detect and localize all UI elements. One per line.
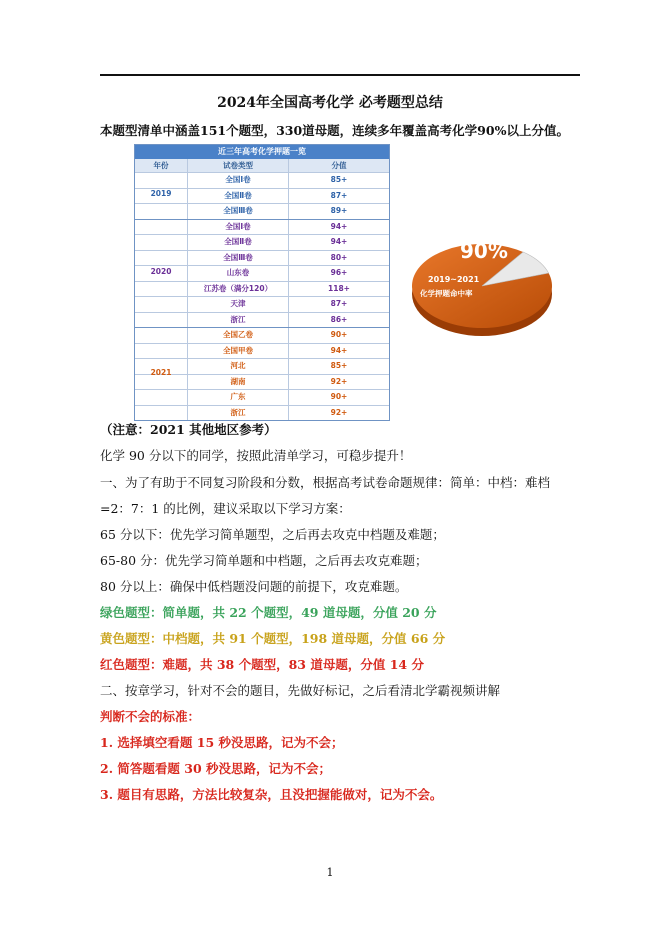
top-rule bbox=[100, 74, 580, 76]
paper-cell: 全国Ⅰ卷 bbox=[187, 220, 288, 235]
note-text: （注意：2021 其他地区参考） bbox=[100, 422, 277, 437]
year-cell-spacer bbox=[135, 390, 187, 405]
line-1: 化学 90 分以下的同学，按照此清单学习，可稳步提升！ bbox=[100, 448, 412, 463]
yellow-line: 黄色题型：中档题，共 91 个题型，198 道母题，分值 66 分 bbox=[100, 631, 446, 646]
score-cell: 118+ bbox=[288, 282, 389, 297]
year-cell: 2020 bbox=[150, 266, 172, 276]
paper-cell: 全国乙卷 bbox=[187, 328, 288, 343]
score-cell: 85+ bbox=[288, 359, 389, 374]
year-cell-spacer bbox=[135, 406, 187, 421]
red-line: 红色题型：难题，共 38 个题型，83 道母题，分值 14 分 bbox=[100, 657, 424, 672]
criteria-item: 3. 题目有思路，方法比较复杂，且没把握能做对，记为不会。 bbox=[100, 787, 443, 802]
paper-cell: 河北 bbox=[187, 359, 288, 374]
score-cell: 90+ bbox=[288, 328, 389, 343]
score-cell: 92+ bbox=[288, 406, 389, 421]
line-2b: =2：7：1 的比例，建议采取以下学习方案： bbox=[100, 501, 351, 516]
score-cell: 80+ bbox=[288, 251, 389, 266]
pie-caption: 化学押题命中率 bbox=[420, 289, 473, 298]
paper-cell: 全国Ⅱ卷 bbox=[187, 189, 288, 204]
score-cell: 94+ bbox=[288, 344, 389, 359]
score-cell: 89+ bbox=[288, 204, 389, 219]
pie-percent: 90% bbox=[460, 239, 508, 263]
paper-cell: 天津 bbox=[187, 297, 288, 312]
plan-1: 65 分以下：优先学习简单题型，之后再去攻克中档题及难题； bbox=[100, 527, 445, 542]
hit-rate-pie-chart bbox=[408, 224, 562, 344]
criteria-title: 判断不会的标准： bbox=[100, 709, 201, 724]
year-cell-spacer bbox=[135, 375, 187, 390]
paper-cell: 浙江 bbox=[187, 406, 288, 421]
paper-cell: 全国甲卷 bbox=[187, 344, 288, 359]
plan-3: 80 分以上：确保中低档题没问题的前提下，攻克难题。 bbox=[100, 579, 408, 594]
paper-cell: 广东 bbox=[187, 390, 288, 405]
green-line: 绿色题型：简单题，共 22 个题型，49 道母题，分值 20 分 bbox=[100, 605, 437, 620]
table-row bbox=[135, 389, 389, 405]
score-cell: 90+ bbox=[288, 390, 389, 405]
year-cell-spacer bbox=[135, 173, 187, 188]
table-row bbox=[135, 343, 389, 359]
paper-cell: 全国Ⅲ卷 bbox=[187, 204, 288, 219]
year-cell-spacer bbox=[135, 328, 187, 343]
score-cell: 85+ bbox=[288, 173, 389, 188]
paper-cell: 浙江 bbox=[187, 313, 288, 328]
year-cell-spacer bbox=[135, 282, 187, 297]
criteria-item: 2. 简答题看题 30 秒没思路，记为不会； bbox=[100, 761, 332, 776]
table-row bbox=[135, 250, 389, 266]
paper-cell: 山东卷 bbox=[187, 266, 288, 281]
intro-text: 本题型清单中涵盖151个题型，330道母题，连续多年覆盖高考化学90%以上分值。 bbox=[100, 123, 569, 138]
section-2: 二、按章学习，针对不会的题目，先做好标记，之后看清北学霸视频讲解 bbox=[100, 683, 501, 698]
table-row bbox=[135, 234, 389, 250]
paper-cell: 全国Ⅰ卷 bbox=[187, 173, 288, 188]
paper-cell: 江苏卷（满分120） bbox=[187, 282, 288, 297]
year-cell: 2019 bbox=[150, 189, 172, 199]
page-number: 1 bbox=[326, 866, 334, 879]
table-row bbox=[135, 312, 389, 328]
table-row bbox=[135, 327, 389, 343]
table-row bbox=[135, 405, 389, 421]
year-cell-spacer bbox=[135, 344, 187, 359]
pie-years: 2019~2021 bbox=[428, 275, 480, 284]
col-paper: 试卷类型 bbox=[187, 159, 288, 172]
year-cell-spacer bbox=[135, 204, 187, 219]
year-cell-spacer bbox=[135, 313, 187, 328]
score-cell: 87+ bbox=[288, 189, 389, 204]
table-row bbox=[135, 172, 389, 188]
table-column-headers bbox=[135, 159, 389, 172]
year-cell-spacer bbox=[135, 251, 187, 266]
score-cell: 92+ bbox=[288, 375, 389, 390]
paper-cell: 全国Ⅲ卷 bbox=[187, 251, 288, 266]
table-row bbox=[135, 203, 389, 219]
score-cell: 96+ bbox=[288, 266, 389, 281]
table-row bbox=[135, 296, 389, 312]
table-header: 近三年高考化学押题一览 bbox=[135, 145, 389, 159]
score-cell: 94+ bbox=[288, 220, 389, 235]
score-cell: 86+ bbox=[288, 313, 389, 328]
score-table bbox=[134, 144, 390, 421]
year-cell: 2021 bbox=[150, 367, 172, 377]
table-row bbox=[135, 219, 389, 235]
year-cell-spacer bbox=[135, 297, 187, 312]
score-cell: 94+ bbox=[288, 235, 389, 250]
table-body bbox=[135, 172, 389, 420]
score-cell: 87+ bbox=[288, 297, 389, 312]
year-cell-spacer bbox=[135, 235, 187, 250]
criteria-item: 1. 选择填空看题 15 秒没思路，记为不会； bbox=[100, 735, 344, 750]
line-2a: 一、为了有助于不同复习阶段和分数，根据高考试卷命题规律：简单：中档：难档 bbox=[100, 475, 551, 490]
year-cell-spacer bbox=[135, 220, 187, 235]
table-row bbox=[135, 281, 389, 297]
plan-2: 65-80 分：优先学习简单题和中档题，之后再去攻克难题； bbox=[100, 553, 428, 568]
col-score: 分值 bbox=[288, 159, 389, 172]
paper-cell: 全国Ⅱ卷 bbox=[187, 235, 288, 250]
page-title: 2024年全国高考化学 必考题型总结 bbox=[217, 95, 443, 111]
paper-cell: 湖南 bbox=[187, 375, 288, 390]
col-year: 年份 bbox=[153, 161, 169, 170]
